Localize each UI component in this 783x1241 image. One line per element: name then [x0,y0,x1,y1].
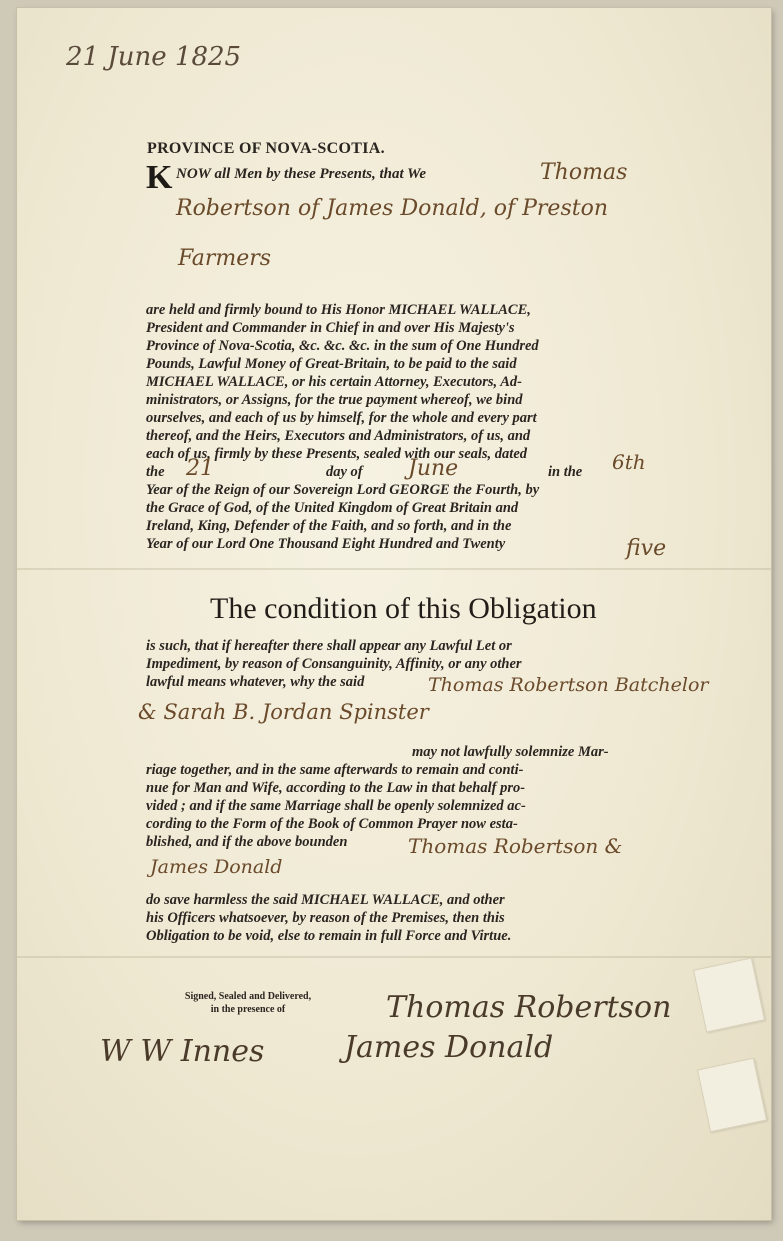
condition-line: blished, and if the above bounden [146,834,348,850]
condition-line: Obligation to be void, else to remain in full Force and Virtue. [146,928,512,944]
body-line: ourselves, and each of us by himself, for the whole and every part [146,410,537,426]
reign-line: Ireland, King, Defender of the Faith, and so forth, and in the [146,518,512,534]
fold-line [17,956,771,958]
date-in-the: in the [548,464,583,480]
body-line: thereof, and the Heirs, Executors and Administrators, of us, and [146,428,531,444]
signing-label-1: Signed, Sealed and Delivered, [184,991,312,1002]
bounden-fill-2: James Donald [150,856,283,878]
day-fill: 21 [186,456,214,481]
date-day-of: day of [326,464,363,480]
condition-line: do save harmless the said MICHAEL WALLACE, and other [146,892,505,908]
witness-signature: W W Innes [100,1034,265,1069]
obligor-fill-3: Farmers [178,246,272,271]
bounden-fill: Thomas Robertson & [408,834,623,858]
condition-line: vided ; and if the same Marriage shall be openly solemnized ac- [146,798,526,814]
reign-line: Year of our Lord One Thousand Eight Hundred and Twenty [146,536,506,552]
condition-line: may not lawfully solemnize Mar- [412,744,609,760]
reign-year-fill: 6th [612,450,646,474]
body-line: Pounds, Lawful Money of Great-Britain, to be paid to the said [146,356,517,372]
know-line: NOW all Men by these Presents, that We [176,166,427,182]
fold-line [17,568,771,570]
condition-line: Impediment, by reason of Consanguinity, Affinity, or any other [146,656,522,672]
body-line: each of us, firmly by these Presents, sealed with our seals, dated [146,446,528,462]
reign-line: the Grace of God, of the United Kingdom of Great Britain and [146,500,519,516]
condition-line: cording to the Form of the Book of Common Prayer now esta- [146,816,518,832]
seal-tab [693,957,765,1032]
signature-james-donald: James Donald [344,1030,554,1065]
body-line: ministrators, or Assigns, for the true payment whereof, we bind [146,392,523,408]
month-fill: June [408,456,459,481]
condition-heading: The condition of this Obligation [210,592,597,625]
groom-fill: Thomas Robertson Batchelor [428,674,709,696]
condition-line: lawful means whatever, why the said [146,674,365,690]
obligor-fill-2: Robertson of James Donald, of Preston [176,196,608,221]
condition-line: nue for Man and Wife, according to the Law in that behalf pro- [146,780,526,796]
body-line: Province of Nova-Scotia, &c. &c. &c. in the sum of One Hundred [146,338,539,354]
signing-label-2: in the presence of [210,1004,286,1015]
bride-fill: & Sarah B. Jordan Spinster [138,700,429,724]
year-fill: five [626,536,667,561]
signing-label [163,990,333,1016]
know-initial: K [146,159,173,196]
signature-thomas-robertson: Thomas Robertson [386,990,672,1025]
date-the: the [146,464,165,480]
date-annotation: 21 June 1825 [66,42,242,72]
condition-line: riage together, and in the same afterwards to remain and conti- [146,762,524,778]
reign-line: Year of the Reign of our Sovereign Lord GEORGE the Fourth, by [146,482,540,498]
body-line: President and Commander in Chief in and over His Majesty's [146,320,515,336]
obligor-fill-1: Thomas [540,160,628,185]
condition-line: is such, that if hereafter there shall appear any Lawful Let or [146,638,512,654]
condition-line: his Officers whatsoever, by reason of the Premises, then this [146,910,505,926]
body-line: are held and firmly bound to His Honor MICHAEL WALLACE, [146,302,531,318]
body-line: MICHAEL WALLACE, or his certain Attorney, Executors, Ad- [146,374,522,390]
seal-tab [697,1058,767,1133]
province-heading: PROVINCE OF NOVA-SCOTIA. [147,140,385,157]
